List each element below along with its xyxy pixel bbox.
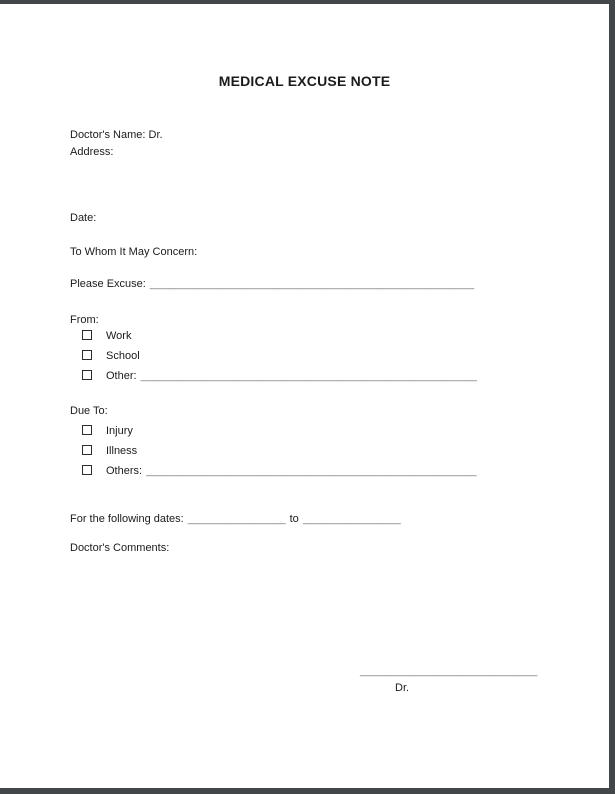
from-option-school	[82, 350, 140, 363]
please-excuse-line	[70, 278, 474, 291]
injury-checkbox[interactable]	[82, 425, 92, 435]
dates-connector: to	[289, 513, 299, 525]
from-option-other	[82, 370, 477, 383]
others-checkbox[interactable]	[82, 465, 92, 475]
doctor-comments-label: Doctor's Comments:	[70, 542, 170, 554]
document-page	[0, 4, 609, 788]
please-excuse-label: Please Excuse:	[70, 278, 146, 290]
address-line: Address:	[70, 146, 114, 158]
from-option-work	[82, 330, 131, 343]
from-section-label: From:	[70, 314, 99, 326]
illness-checkbox[interactable]	[82, 445, 92, 455]
dates-prefix: For the following dates:	[70, 513, 184, 525]
due-to-option-others	[82, 465, 476, 478]
others-blank[interactable]: ______________________________________________________	[146, 465, 477, 477]
date-to-blank[interactable]: ________________	[302, 513, 401, 525]
school-checkbox[interactable]	[82, 350, 92, 360]
signature-name-label: Dr.	[395, 682, 410, 694]
please-excuse-blank[interactable]: _____________________________________________________	[149, 278, 475, 290]
others-checkbox-label: Others:	[106, 465, 143, 477]
dates-line	[70, 513, 401, 526]
work-checkbox[interactable]	[82, 330, 92, 340]
salutation-line: To Whom It May Concern:	[70, 246, 198, 258]
date-from-blank[interactable]: ________________	[187, 513, 286, 525]
other-checkbox[interactable]	[82, 370, 92, 380]
date-line: Date:	[70, 212, 97, 224]
work-checkbox-label: Work	[106, 330, 132, 342]
school-checkbox-label: School	[106, 350, 140, 362]
injury-checkbox-label: Injury	[106, 425, 133, 437]
document-title: MEDICAL EXCUSE NOTE	[218, 73, 391, 89]
illness-checkbox-label: Illness	[106, 445, 138, 457]
due-to-option-injury	[82, 425, 133, 438]
other-blank[interactable]: _______________________________________________________	[140, 370, 478, 382]
other-checkbox-label: Other:	[106, 370, 137, 382]
due-to-option-illness	[82, 445, 137, 458]
signature-blank[interactable]: _____________________________	[360, 665, 538, 677]
due-to-section-label: Due To:	[70, 405, 108, 417]
doctor-name-line: Doctor's Name: Dr.	[70, 129, 163, 141]
